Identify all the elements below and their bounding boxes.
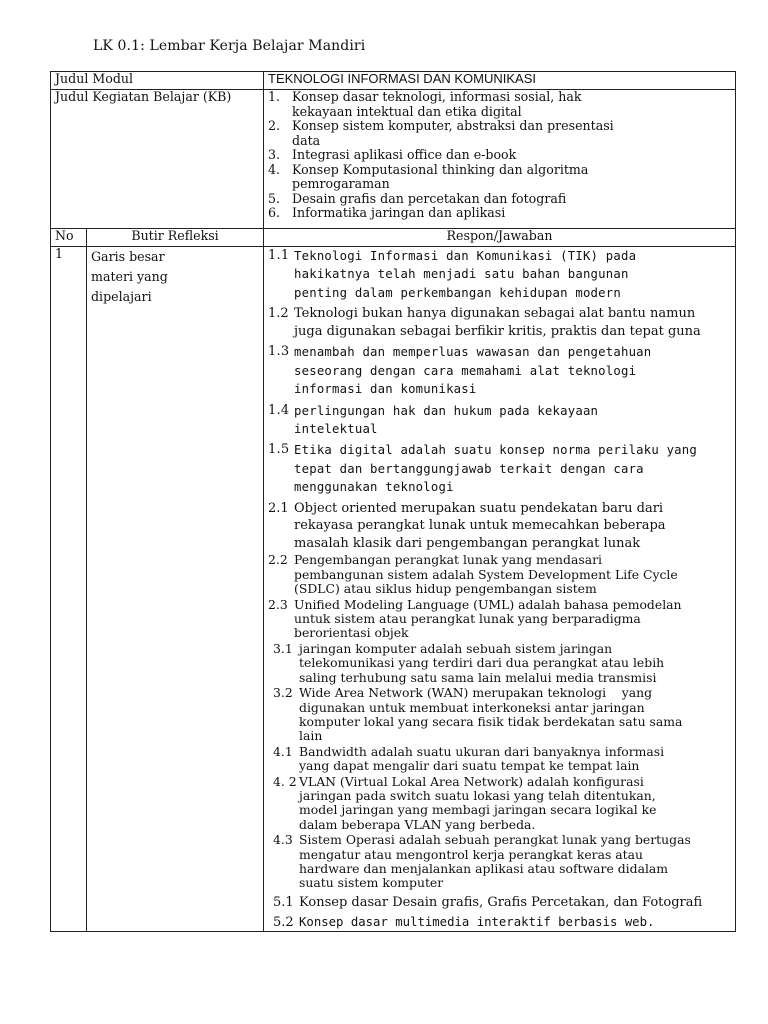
answer-line: masalah klasik dari pengembangan perangkat lunak	[294, 535, 641, 551]
answer-text	[299, 833, 731, 891]
kb-list-cell	[264, 90, 736, 229]
answer-item	[268, 500, 731, 553]
answer-line: komputer lokal yang secara fisik tidak berdekatan satu sama	[299, 713, 683, 729]
answer-line: Wide Area Network (WAN) merupakan teknologi yang	[299, 685, 653, 701]
kb-item-number: 2.	[268, 118, 281, 133]
answer-text	[294, 598, 731, 641]
answer-number: 1.2	[268, 306, 289, 322]
answer-line: saling terhubung satu sama lain melalui media transmisi	[299, 669, 657, 685]
answer-line: rekayasa perangkat lunak untuk memecahkan beberapa	[294, 518, 666, 534]
kb-item	[268, 192, 731, 207]
column-header-row	[51, 229, 736, 247]
answer-number: 1.5	[268, 442, 290, 458]
answer-item	[268, 745, 731, 774]
answer-line: jaringan komputer adalah sebuah sistem jaringan	[299, 640, 613, 656]
answer-item	[268, 894, 731, 912]
document-title: LK 0.1: Lembar Kerja Belajar Mandiri	[93, 38, 366, 54]
answer-line: digunakan untuk membuat interkoneksi antar jaringan	[299, 699, 645, 715]
answer-line: mengatur atau mengontrol kerja perangkat keras atau	[299, 846, 644, 862]
kb-item	[268, 163, 731, 192]
answer-text	[294, 500, 731, 553]
kb-item-line: Integrasi aplikasi office dan e-book	[292, 147, 517, 162]
kb-item-line: data	[292, 132, 321, 148]
answer-line: telekomunikasi yang terdiri dari dua perangkat atau lebih	[299, 655, 665, 671]
answer-number: 5.1	[273, 894, 294, 910]
kb-item	[268, 90, 731, 119]
answer-line: Konsep dasar Desain grafis, Grafis Percetakan, dan Fotografi	[299, 894, 703, 910]
answer-line: VLAN (Virtual Lokal Area Network) adalah konfigurasi	[299, 773, 644, 789]
row-1-no: 1	[51, 247, 87, 932]
answer-item	[268, 598, 731, 641]
row-1	[51, 247, 736, 932]
kb-item-text	[292, 206, 731, 221]
answer-number: 5.2	[273, 915, 294, 931]
answer-line: menggunakan teknologi	[294, 480, 454, 495]
answer-number: 4. 2	[273, 773, 297, 789]
answer-line: intelektual	[294, 422, 378, 437]
answer-number: 1.4	[268, 402, 290, 418]
kb-item-text	[292, 119, 731, 148]
answer-item	[268, 343, 731, 398]
kb-item	[268, 206, 731, 221]
answer-line: Teknologi Informasi dan Komunikasi (TIK) pada	[294, 249, 637, 263]
worksheet-table	[50, 71, 736, 932]
butir-line: materi yang	[91, 269, 168, 284]
answer-line: juga digunakan sebagai berfikir kritis, praktis dan tepat guna	[294, 323, 701, 339]
kb-item-line: pemrogaraman	[292, 176, 390, 191]
butir-line: dipelajari	[91, 289, 152, 304]
answer-text	[294, 441, 731, 496]
kb-item-text	[292, 163, 731, 192]
answer-item	[268, 441, 731, 496]
answer-line: perlingungan hak dan hukum pada kekayaan	[294, 403, 599, 418]
col-butir-header: Butir Refleksi	[87, 229, 264, 247]
kb-item	[268, 148, 731, 163]
kb-item-line: kekayaan intektual dan etika digital	[292, 103, 522, 119]
kb-item-number: 1.	[268, 89, 281, 104]
kb-item-number: 4.	[268, 161, 281, 177]
answer-line: Etika digital adalah suatu konsep norma perilaku yang	[294, 443, 697, 458]
answer-line: informasi dan komunikasi	[294, 382, 477, 397]
col-respon-header: Respon/Jawaban	[264, 229, 736, 247]
kb-item-line: Informatika jaringan dan aplikasi	[292, 205, 506, 220]
modul-value: TEKNOLOGI INFORMASI DAN KOMUNIKASI	[264, 72, 736, 90]
answer-item	[268, 402, 731, 439]
answer-number: 1.1	[268, 248, 290, 263]
kb-item-number: 6.	[268, 205, 281, 220]
answer-item	[268, 833, 731, 891]
modul-label: Judul Modul	[51, 72, 264, 90]
answer-item	[268, 247, 731, 302]
answer-line: berorientasi objek	[294, 625, 409, 641]
answer-item	[268, 914, 731, 931]
kb-item-number: 3.	[268, 147, 281, 162]
answer-number: 3.1	[273, 640, 293, 656]
answer-line: untuk sistem atau perangkat lunak yang berparadigma	[294, 611, 641, 627]
answer-text	[294, 343, 731, 398]
answer-line: yang dapat mengalir dari suatu tempat ke tempat lain	[299, 758, 640, 774]
kb-item-text	[292, 148, 731, 163]
kb-item	[268, 119, 731, 148]
answer-line: seseorang dengan cara memahami alat teknologi	[294, 363, 637, 378]
answer-number: 2.1	[268, 500, 289, 516]
answer-text	[299, 642, 731, 685]
answer-text	[299, 914, 731, 931]
answer-line: menambah dan memperluas wawasan dan pengetahuan	[294, 345, 652, 360]
answer-text	[299, 745, 731, 774]
kb-item-line: Desain grafis dan percetakan dan fotografi	[292, 190, 567, 206]
answer-number: 2.3	[268, 596, 288, 612]
answer-line: penting dalam perkembangan kehidupan modern	[294, 285, 621, 300]
col-no-header: No	[51, 229, 87, 247]
kb-item-number: 5.	[268, 190, 281, 206]
butir-line: Garis besar	[91, 249, 165, 264]
answer-line: pembangunan sistem adalah System Development Life Cycle	[294, 566, 678, 582]
answer-line: Konsep dasar multimedia interaktif berbasis web.	[299, 915, 655, 930]
answer-item	[268, 642, 731, 685]
answer-line: model jaringan yang membagi jaringan secara logikal ke	[299, 802, 657, 818]
answer-line: (SDLC) atau siklus hidup pengembangan sistem	[294, 581, 597, 597]
answer-text	[294, 247, 731, 302]
kb-item-line: Konsep sistem komputer, abstraksi dan presentasi	[292, 118, 614, 133]
answer-line: Pengembangan perangkat lunak yang mendasari	[294, 552, 602, 568]
answer-text	[299, 686, 731, 744]
row-judul-modul	[51, 72, 736, 90]
kb-item-text	[292, 192, 731, 207]
kb-item-line: Konsep dasar teknologi, informasi sosial, hak	[292, 89, 582, 104]
answer-number: 1.3	[268, 344, 290, 360]
answer-item	[268, 553, 731, 596]
answer-item	[268, 686, 731, 744]
kb-item-text	[292, 90, 731, 119]
answer-number: 3.2	[273, 685, 293, 701]
answer-line: hakikatnya telah menjadi satu bahan bangunan	[294, 267, 629, 282]
answer-line: Sistem Operasi adalah sebuah perangkat lunak yang bertugas	[299, 832, 691, 848]
answer-line: Object oriented merupakan suatu pendekatan baru dari	[294, 500, 664, 516]
answer-line: tepat dan bertanggungjawab terkait dengan cara	[294, 461, 644, 476]
row-1-butir	[87, 247, 264, 932]
answer-text	[299, 775, 731, 833]
answer-number: 2.2	[268, 552, 288, 568]
answer-line: Teknologi bukan hanya digunakan sebagai alat bantu namun	[294, 306, 696, 322]
answer-text	[294, 402, 731, 439]
answer-line: dalam beberapa VLAN yang berbeda.	[299, 816, 536, 832]
answer-line: Unified Modeling Language (UML) adalah bahasa pemodelan	[294, 596, 682, 612]
row-1-answers	[264, 247, 736, 932]
answer-number: 4.3	[273, 832, 293, 848]
answer-text	[299, 894, 731, 912]
answer-item	[268, 305, 731, 340]
answer-line: Bandwidth adalah suatu ukuran dari banyaknya informasi	[299, 743, 665, 759]
answer-line: suatu sistem komputer	[299, 875, 444, 891]
answer-line: jaringan pada switch suatu lokasi yang telah ditentukan,	[299, 787, 656, 803]
answer-text	[294, 305, 731, 340]
answer-line: hardware dan menjalankan aplikasi atau software didalam	[299, 860, 669, 876]
row-judul-kb	[51, 90, 736, 229]
answer-text	[294, 553, 731, 596]
kb-label: Judul Kegiatan Belajar (KB)	[51, 90, 264, 229]
answer-number: 4.1	[273, 743, 293, 759]
kb-list	[268, 90, 731, 221]
answer-line: lain	[299, 728, 323, 744]
kb-item-line: Konsep Komputasional thinking dan algoritma	[292, 161, 589, 177]
answer-item	[268, 775, 731, 833]
